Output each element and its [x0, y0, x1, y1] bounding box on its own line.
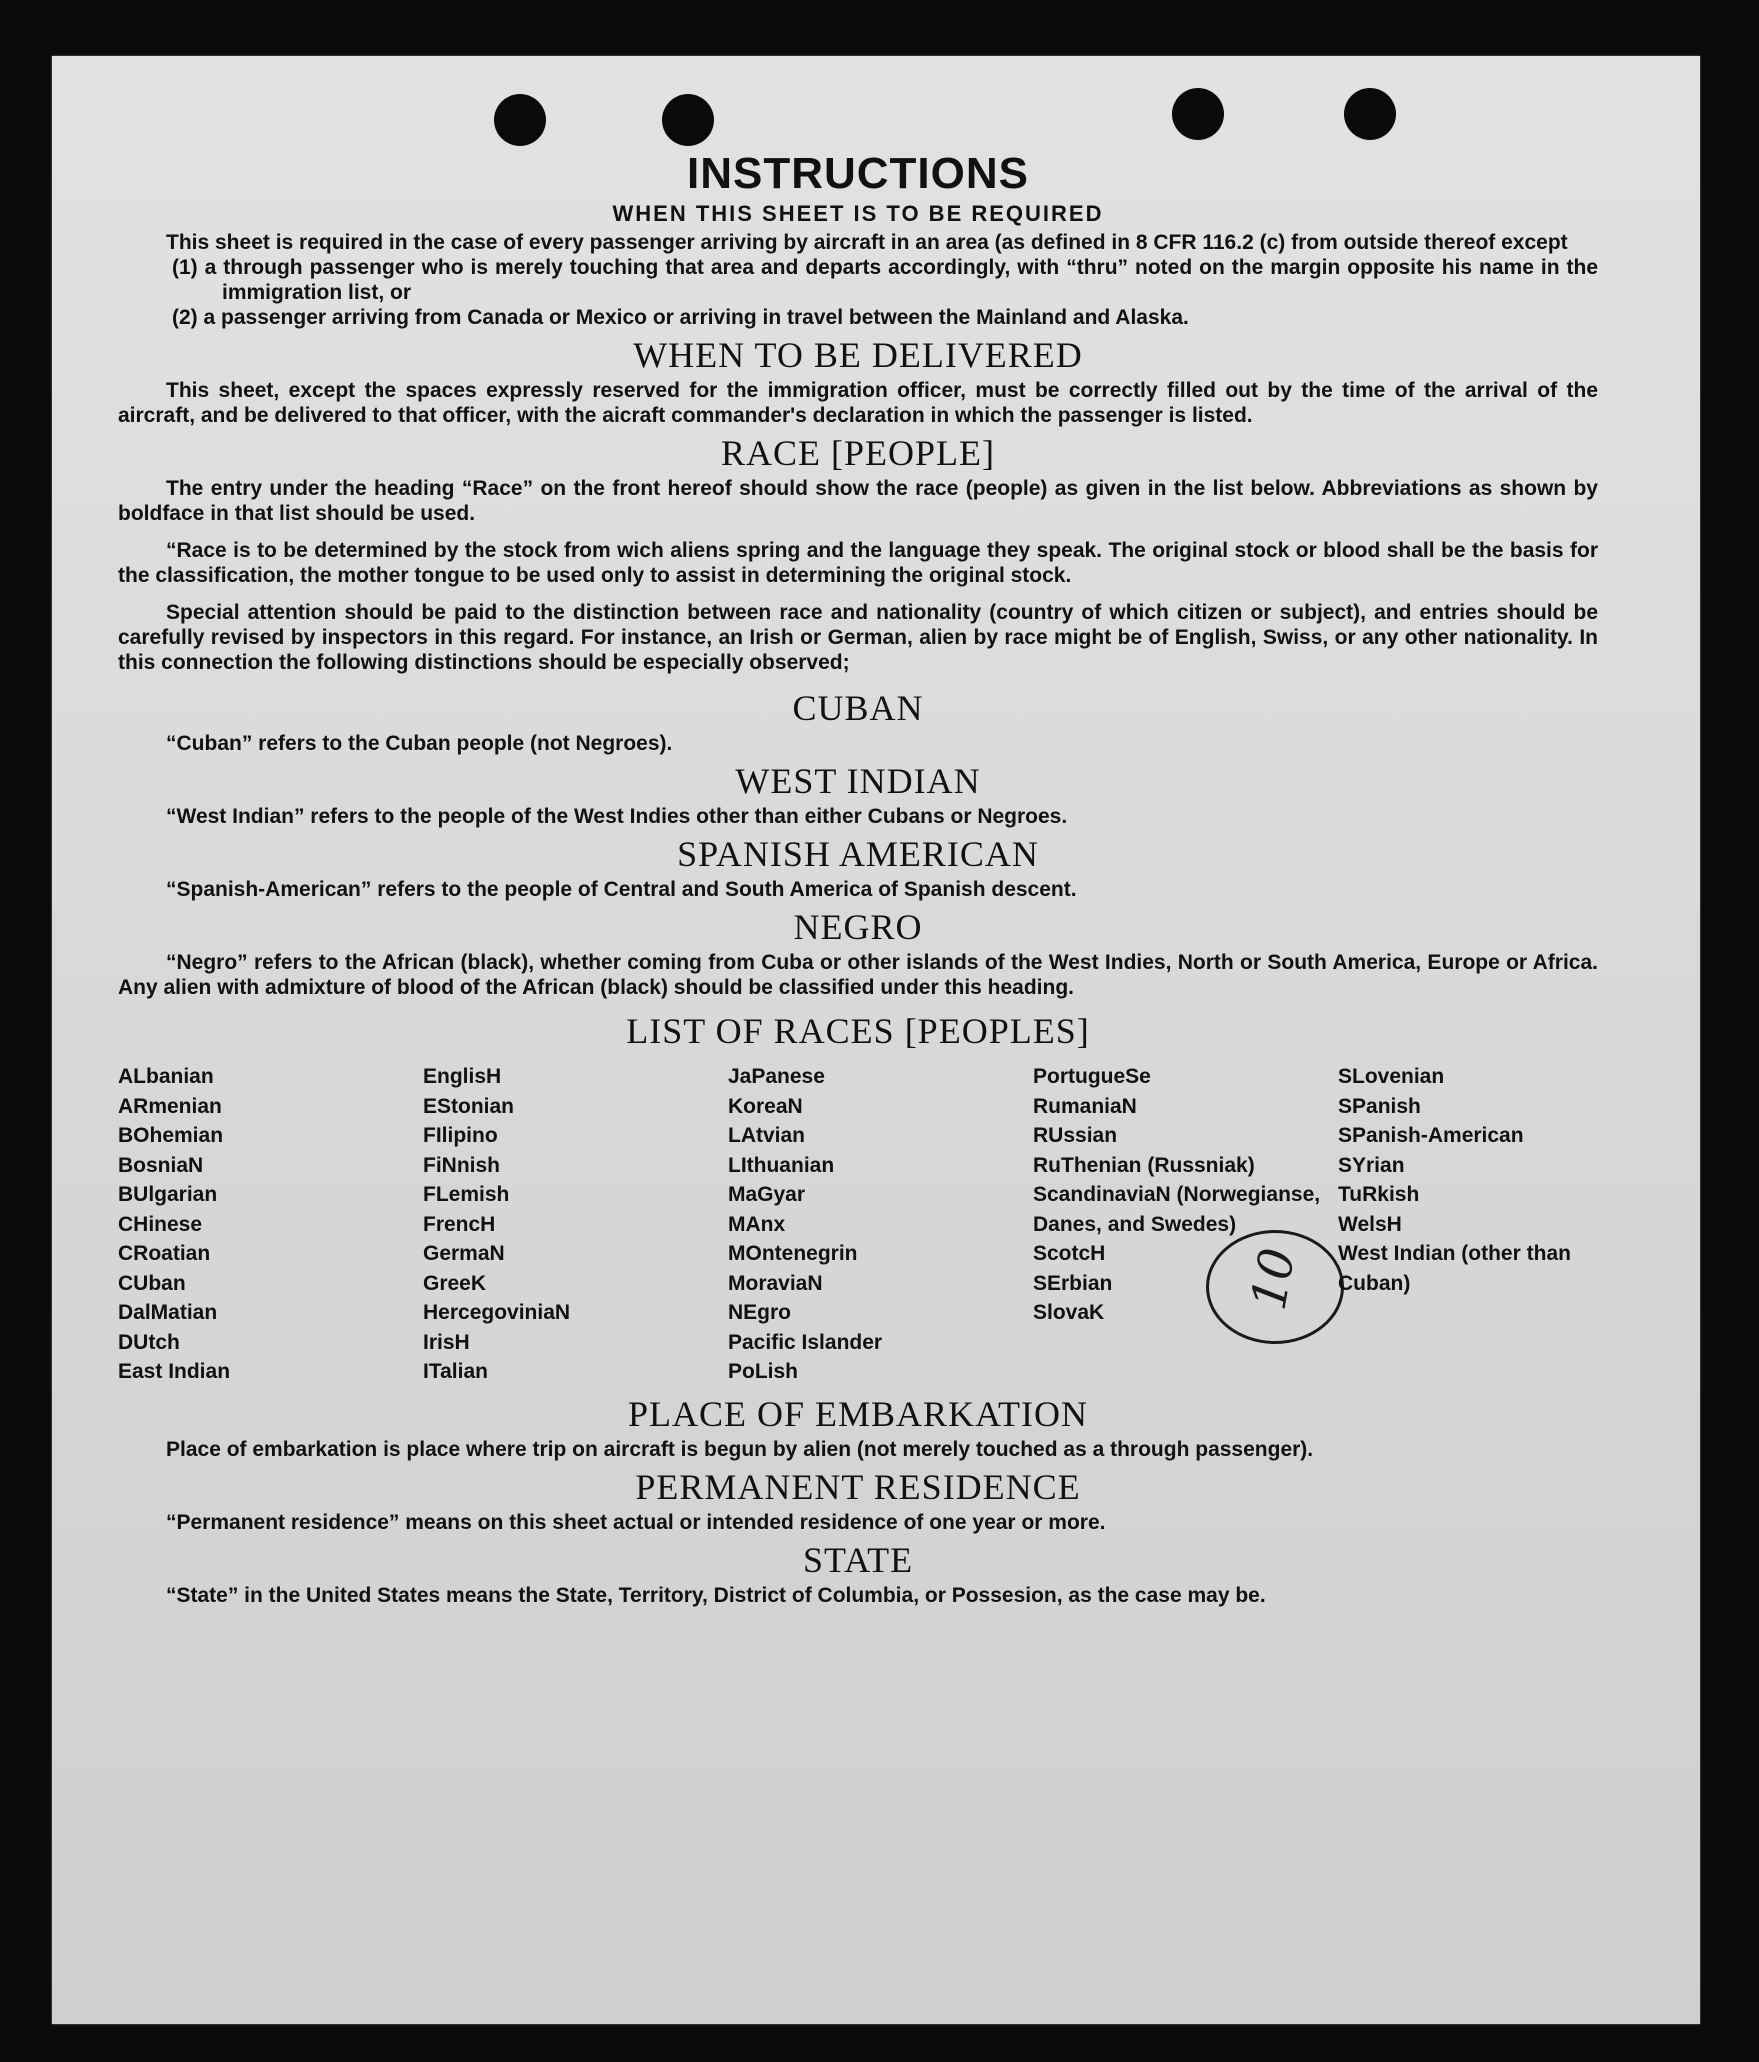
- paragraph: [118, 476, 1598, 526]
- race-entry: EStonian: [423, 1094, 515, 1118]
- paragraph: “Cuban” refers to the Cuban people (not Negroes).: [166, 732, 673, 755]
- race-entry: KoreaN: [728, 1094, 803, 1118]
- race-entry: MOntenegrin: [728, 1242, 858, 1265]
- race-entry: PoLish: [728, 1360, 799, 1383]
- text-run: in that list should be used.: [204, 502, 476, 525]
- section-heading-negro: NEGRO: [793, 907, 923, 947]
- punch-hole: [1172, 88, 1224, 140]
- race-entry: Pacific Islander: [728, 1330, 883, 1354]
- race-entry: SLovenian: [1338, 1065, 1445, 1088]
- boldface-word: boldface: [118, 502, 205, 525]
- race-entry: MaGyar: [728, 1183, 806, 1206]
- handwritten-mark: 10: [1240, 1244, 1307, 1314]
- race-entry: IrisH: [423, 1330, 470, 1354]
- section-heading-spanish-american: SPANISH AMERICAN: [677, 834, 1039, 874]
- paragraph: “Permanent residence” means on this sheet actual or intended residence of one year or more.: [166, 1510, 1106, 1534]
- race-entry: NEgro: [728, 1301, 791, 1324]
- race-list: [118, 1062, 1598, 1387]
- race-entry: HercegoviniaN: [423, 1301, 571, 1324]
- paragraph: “Spanish-American” refers to the people of Central and South America of Spanish descent.: [166, 878, 1077, 901]
- race-entry: BosniaN: [118, 1153, 204, 1177]
- race-entry: BOhemian: [118, 1124, 224, 1147]
- paragraph: This sheet is required in the case of every passenger arriving by aircraft in an area (as defined in 8 CFR 116.2 (c) from outside thereof except: [166, 231, 1568, 254]
- section-heading-west-indian: WEST INDIAN: [735, 761, 981, 801]
- race-entry: RumaniaN: [1033, 1094, 1137, 1118]
- race-entry: LAtvian: [728, 1124, 806, 1147]
- race-entry: GreeK: [423, 1271, 487, 1295]
- section-heading-state: STATE: [802, 1539, 914, 1580]
- section-heading-delivered: WHEN TO BE DELIVERED: [633, 335, 1083, 375]
- race-entry: CHinese: [118, 1212, 203, 1236]
- paragraph: Special attention should be paid to the distinction between race and nationality (country of which citizen or subject), and entries should be carefully revised by inspectors in this regard. For instance, an Irish or German, alien by race might be of English, Swiss, or any other nationality. In this connection the following distinctions should be especially observed;: [118, 601, 1598, 674]
- race-entry: FiNnish: [423, 1153, 500, 1177]
- race-entry: ScandinaviaN (Norwegianse, Danes, and Swedes): [1033, 1183, 1321, 1236]
- race-entry: JaPanese: [728, 1065, 825, 1088]
- race-entry: ITalian: [423, 1360, 488, 1383]
- punch-hole: [494, 94, 546, 146]
- punch-hole: [662, 94, 714, 146]
- page-title: INSTRUCTIONS: [687, 149, 1029, 198]
- race-column: [728, 1062, 1033, 1387]
- list-item: (2) a passenger arriving from Canada or Mexico or arriving in travel between the Mainland and Alaska.: [172, 306, 1189, 329]
- race-entry: SlovaK: [1033, 1301, 1105, 1324]
- paragraph: “State” in the United States means the State, Territory, District of Columbia, or Possesion, as the case may be.: [166, 1583, 1266, 1607]
- race-entry: MoraviaN: [728, 1271, 823, 1295]
- race-entry: SYrian: [1338, 1153, 1405, 1177]
- race-column: [1338, 1062, 1598, 1387]
- race-entry: MAnx: [728, 1212, 786, 1236]
- race-entry: PortugueSe: [1033, 1065, 1151, 1088]
- paragraph: “Race is to be determined by the stock from wich aliens spring and the language they speak. The original stock or blood shall be the basis for the classification, the mother tongue to be used only to assist in determining the original stock.: [118, 539, 1598, 587]
- race-entry: CUban: [118, 1271, 186, 1295]
- section-heading-cuban: CUBAN: [792, 688, 924, 728]
- instructions-content: [118, 148, 1598, 1608]
- race-entry: LIthuanian: [728, 1153, 835, 1177]
- section-heading-required: WHEN THIS SHEET IS TO BE REQUIRED: [612, 201, 1104, 226]
- race-entry: FIlipino: [423, 1124, 498, 1147]
- section-heading-list-of-races: LIST OF RACES [PEOPLES]: [626, 1011, 1090, 1051]
- race-entry: ARmenian: [118, 1094, 222, 1118]
- section-heading-residence: PERMANENT RESIDENCE: [635, 1466, 1081, 1507]
- race-entry: FrencH: [423, 1212, 496, 1236]
- race-entry: West Indian (other than Cuban): [1338, 1242, 1571, 1295]
- race-entry: BUlgarian: [118, 1183, 218, 1206]
- race-entry: SPanish-American: [1338, 1124, 1524, 1147]
- race-entry: RUssian: [1033, 1124, 1118, 1147]
- paragraph: This sheet, except the spaces expressly reserved for the immigration officer, must be correctly filled out by the time of the arrival of the aircraft, and be delivered to that officer, with the aicraft commander's declaration in which the passenger is listed.: [118, 379, 1598, 427]
- race-entry: GermaN: [423, 1242, 505, 1265]
- race-entry: ALbanian: [118, 1065, 214, 1088]
- race-entry: DUtch: [118, 1330, 180, 1354]
- race-entry: CRoatian: [118, 1242, 211, 1265]
- race-entry: SErbian: [1033, 1271, 1113, 1295]
- race-column: [1033, 1062, 1338, 1387]
- race-entry: East Indian: [118, 1360, 231, 1383]
- text-run: The entry under the heading “Race” on the front hereof should show the race (people) as given in the list below. Abbreviations as shown by: [166, 477, 1598, 500]
- race-entry: TuRkish: [1338, 1183, 1420, 1206]
- race-column: [118, 1062, 423, 1387]
- race-entry: ScotcH: [1033, 1242, 1106, 1265]
- race-entry: DalMatian: [118, 1301, 218, 1324]
- paragraph: Place of embarkation is place where trip on aircraft is begun by alien (not merely touched as a through passenger).: [166, 1437, 1314, 1461]
- race-column: [423, 1062, 728, 1387]
- race-entry: FLemish: [423, 1183, 510, 1206]
- paragraph: “Negro” refers to the African (black), whether coming from Cuba or other islands of the West Indies, North or South America, Europe or Africa. Any alien with admixture of blood of the African (black) should be classified under this heading.: [118, 951, 1598, 999]
- race-entry: EnglisH: [423, 1065, 502, 1088]
- section-heading-embarkation: PLACE OF EMBARKATION: [627, 1393, 1089, 1434]
- section-heading-race: RACE [PEOPLE]: [721, 433, 995, 473]
- race-entry: RuThenian (Russniak): [1033, 1153, 1255, 1177]
- race-entry: WelsH: [1338, 1212, 1402, 1236]
- punch-hole: [1344, 88, 1396, 140]
- paragraph: “West Indian” refers to the people of the West Indies other than either Cubans or Negroes.: [166, 805, 1068, 828]
- list-item: (1) a through passenger who is merely touching that area and departs accordingly, with “thru” noted on the margin opposite his name in the immigration list, or: [172, 256, 1598, 304]
- race-entry: SPanish: [1338, 1094, 1421, 1118]
